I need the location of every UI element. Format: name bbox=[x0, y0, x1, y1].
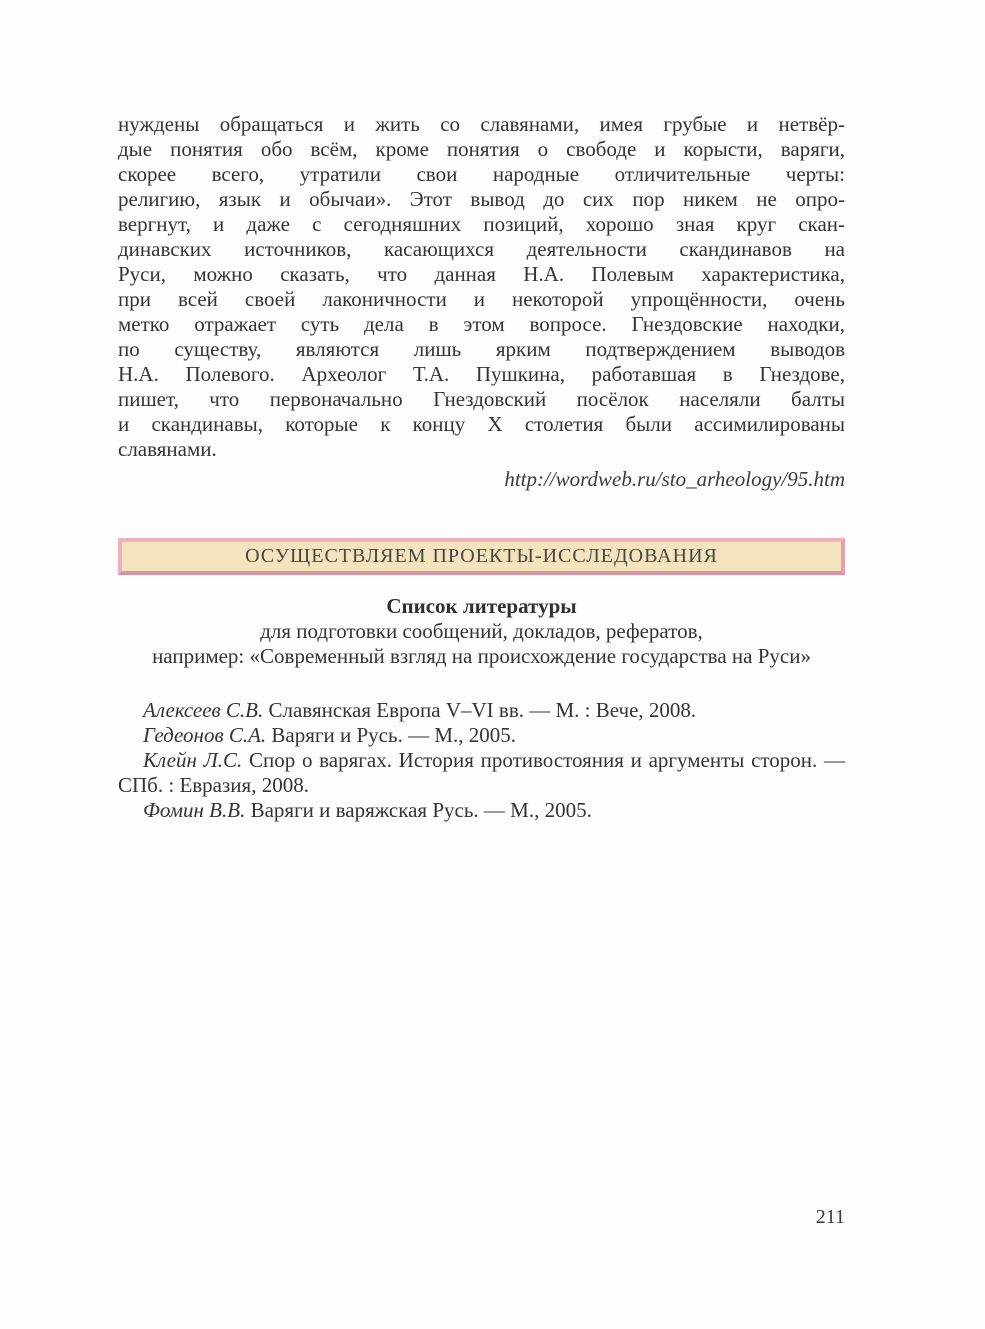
bibliography-subtitle-line2: например: «Современный взгляд на происхождение государства на Руси» bbox=[152, 644, 811, 668]
paragraph-line: нуждены обращаться и жить со славянами, имея грубые и нетвёр- bbox=[118, 112, 845, 136]
page-number: 211 bbox=[815, 1206, 845, 1228]
paragraph-line: по существу, являются лишь ярким подтверждением выводов bbox=[118, 337, 845, 361]
paragraph-line: Руси, можно сказать, что данная Н.А. Полевым характеристика, bbox=[118, 262, 845, 286]
bibliography-heading: Список литературы bbox=[386, 594, 577, 618]
entry-author: Гедеонов С.А. bbox=[143, 723, 267, 747]
bibliography-subtitle-line1: для подготовки сообщений, докладов, рефератов, bbox=[260, 619, 703, 643]
entry-author: Клейн Л.С. bbox=[143, 748, 243, 772]
body-paragraph bbox=[118, 112, 845, 462]
entry-text: Спор о варягах. История противостояния и аргументы сторон. — СПб. : Евразия, 2008. bbox=[118, 748, 845, 797]
bibliography-entry bbox=[118, 798, 845, 823]
bibliography-list bbox=[118, 698, 845, 823]
entry-author: Фомин В.В. bbox=[143, 798, 246, 822]
source-url: http://wordweb.ru/sto_arheology/95.htm bbox=[504, 467, 845, 491]
entry-text: Варяги и варяжская Русь. — М., 2005. bbox=[245, 798, 592, 822]
paragraph-line: метко отражает суть дела в этом вопросе. Гнездовские находки, bbox=[118, 312, 845, 336]
entry-author: Алексеев С.В. bbox=[143, 698, 264, 722]
bibliography-entry bbox=[118, 748, 845, 798]
entry-text: Славянская Европа V–VI вв. — М. : Вече, 2008. bbox=[263, 698, 697, 722]
paragraph-line: пишет, что первоначально Гнездовский посёлок населяли балты bbox=[118, 387, 845, 411]
paragraph-line: при всей своей лаконичности и некоторой упрощённости, очень bbox=[118, 287, 845, 311]
bibliography-entry bbox=[118, 723, 845, 748]
paragraph-line: и скандинавы, которые к концу X столетия были ассимилированы bbox=[118, 412, 845, 436]
entry-text: Варяги и Русь. — М., 2005. bbox=[266, 723, 516, 747]
paragraph-line: религию, язык и обычаи». Этот вывод до сих пор никем не опро- bbox=[118, 187, 845, 211]
section-banner bbox=[118, 538, 845, 575]
paragraph-line: скорее всего, утратили свои народные отличительные черты: bbox=[118, 162, 845, 186]
paragraph-line: динавских источников, касающихся деятельности скандинавов на bbox=[118, 237, 845, 261]
page-content bbox=[118, 112, 845, 823]
paragraph-line: Н.А. Полевого. Археолог Т.А. Пушкина, работавшая в Гнездове, bbox=[118, 362, 845, 386]
bibliography-entry bbox=[118, 698, 845, 723]
paragraph-line: славянами. bbox=[118, 437, 217, 461]
paragraph-line: дые понятия обо всём, кроме понятия о свободе и корысти, варяги, bbox=[118, 137, 845, 161]
section-banner-title: ОСУЩЕСТВЛЯЕМ ПРОЕКТЫ-ИССЛЕДОВАНИЯ bbox=[245, 545, 718, 567]
paragraph-line: вергнут, и даже с сегодняшних позиций, хорошо зная круг скан- bbox=[118, 212, 845, 236]
